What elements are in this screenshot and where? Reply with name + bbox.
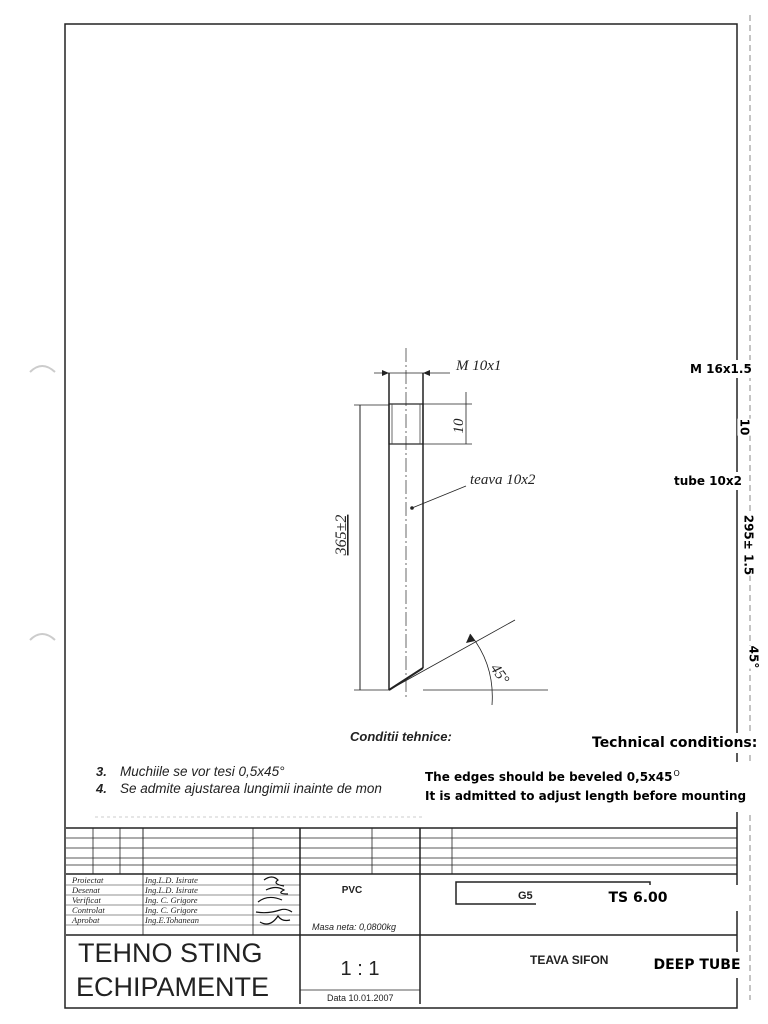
role-proiectat: Proiectat xyxy=(72,875,104,885)
condition-4-text: Se admite ajustarea lungimii inainte de mon xyxy=(120,781,382,796)
date: Data 10.01.2007 xyxy=(327,993,394,1003)
mass: Masa neta: 0,0800kg xyxy=(312,922,397,932)
translation-line2: It is admitted to adjust length before mounting xyxy=(425,789,747,803)
translation-tube: tube 10x2 xyxy=(670,472,746,490)
translation-code: TS 6.00 xyxy=(536,885,740,911)
role-verificat: Verificat xyxy=(72,895,101,905)
translation-length: 295± 1.5 xyxy=(741,514,756,576)
scale: 1 : 1 xyxy=(340,958,380,980)
company-line2: ECHIPAMENTE xyxy=(76,972,270,1002)
name-verificat: Ing. C. Grigore xyxy=(145,895,198,905)
name-desenat: Ing.L.D. Isirate xyxy=(145,885,198,895)
conditions-heading: Conditii tehnice: xyxy=(350,729,452,744)
translation-angle: 45° xyxy=(746,645,761,669)
translation-thread: M 16x1.5 xyxy=(686,360,756,378)
name-proiectat: Ing.L.D. Isirate xyxy=(145,875,198,885)
code-partial: G5 xyxy=(518,890,533,902)
translation-heading: Technical conditions: xyxy=(586,733,763,753)
thread-label: M 10x1 xyxy=(456,358,502,374)
thread-length-dim: 10 xyxy=(451,418,467,434)
degree-mark: O xyxy=(673,769,680,778)
condition-4-num: 4. xyxy=(96,781,107,796)
signatures xyxy=(256,877,292,924)
condition-3-num: 3. xyxy=(96,764,107,779)
length-dim: 365±2 xyxy=(333,514,350,556)
part-name: TEAVA SIFON xyxy=(530,953,609,967)
role-desenat: Desenat xyxy=(72,885,100,895)
angle-label: 45° xyxy=(486,661,512,688)
translation-conditions xyxy=(417,762,759,812)
name-aprobat: Ing.E.Tohanean xyxy=(145,915,199,925)
condition-3-text: Muchiile se vor tesi 0,5x45° xyxy=(120,764,285,779)
tube-label: teava 10x2 xyxy=(470,472,536,488)
translation-part: DEEP TUBE xyxy=(650,952,744,978)
name-controlat: Ing. C. Grigore xyxy=(145,905,198,915)
role-controlat: Controlat xyxy=(72,905,105,915)
role-aprobat: Aprobat xyxy=(72,915,100,925)
translation-thread-length: 10 xyxy=(737,418,752,436)
material: PVC xyxy=(341,885,363,896)
company-line1: TEHNO STING xyxy=(78,938,263,968)
translation-line1: The edges should be beveled 0,5x45 xyxy=(425,770,673,784)
